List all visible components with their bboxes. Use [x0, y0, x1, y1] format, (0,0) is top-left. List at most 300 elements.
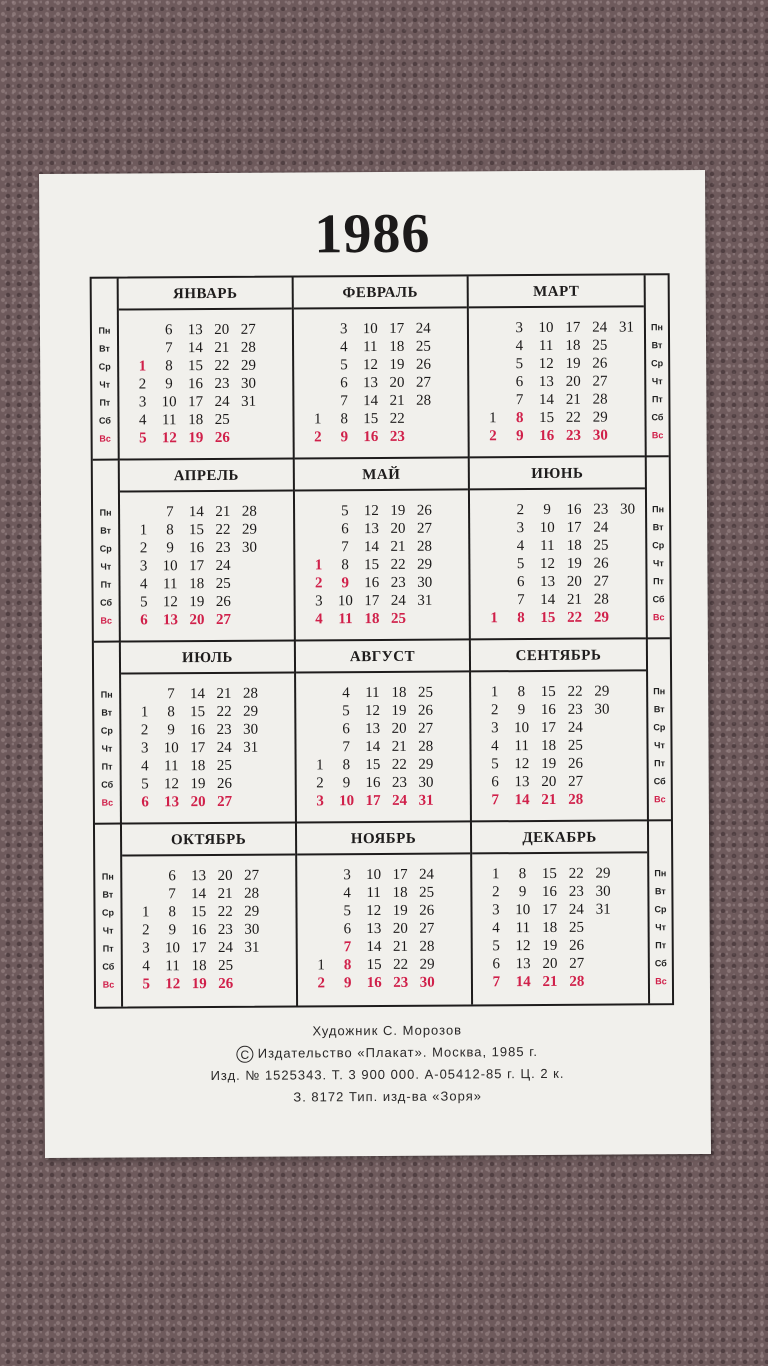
weekday-label: Вс — [102, 979, 115, 990]
day-number — [590, 919, 617, 937]
day-number — [308, 920, 335, 938]
day-number: 30 — [417, 574, 433, 591]
day-number — [129, 339, 156, 357]
day-number — [265, 921, 292, 939]
day-number: 15 — [365, 756, 381, 774]
day-number: 11 — [366, 884, 381, 902]
day-number: 3 — [492, 902, 500, 919]
day-number — [307, 902, 334, 920]
day-number: 20 — [214, 321, 230, 338]
month-name: ИЮЛЬ — [121, 641, 294, 674]
day-number — [615, 700, 642, 718]
day-number: 30 — [620, 501, 636, 518]
day-number — [235, 411, 262, 429]
weekday-label: Чт — [100, 561, 112, 572]
day-number: 14 — [515, 974, 531, 991]
day-number — [306, 684, 333, 702]
day-number — [438, 573, 465, 591]
day-number — [480, 573, 507, 591]
day-number: 21 — [541, 791, 557, 808]
day-number — [263, 539, 290, 557]
day-number: 15 — [541, 865, 557, 882]
weekday-label: Пн — [654, 868, 667, 879]
day-number: 10 — [362, 320, 378, 338]
day-number: 12 — [514, 756, 530, 773]
day-number: 27 — [419, 920, 435, 937]
day-number: 3 — [139, 558, 148, 575]
day-number: 2 — [316, 775, 324, 792]
day-number: 5 — [141, 776, 149, 793]
day-number: 14 — [514, 792, 530, 809]
day-number — [437, 427, 464, 445]
day-number: 30 — [241, 539, 258, 556]
day-number: 15 — [191, 904, 207, 921]
day-number — [304, 338, 331, 356]
weekday-label: Сб — [652, 594, 665, 605]
day-number: 4 — [491, 738, 499, 755]
day-number — [261, 321, 288, 339]
day-number: 4 — [515, 338, 524, 355]
day-number: 30 — [243, 721, 259, 738]
day-number — [590, 973, 617, 991]
day-number — [264, 775, 291, 793]
day-number: 24 — [392, 792, 408, 809]
day-number — [439, 773, 466, 791]
day-number — [440, 919, 467, 937]
weekday-label: Вс — [99, 433, 111, 444]
weekday-label: Вс — [655, 976, 667, 987]
day-number: 23 — [217, 921, 233, 938]
day-number: 7 — [168, 886, 176, 903]
month-name: ДЕКАБРЬ — [472, 821, 647, 854]
day-number: 4 — [343, 885, 351, 902]
day-number: 1 — [317, 957, 325, 974]
day-number — [265, 885, 292, 903]
weekday-label: Чт — [99, 379, 111, 390]
day-number — [437, 409, 464, 427]
day-number: 10 — [539, 519, 555, 536]
day-number: 20 — [392, 920, 408, 937]
month-days — [130, 503, 290, 630]
day-number: 25 — [419, 884, 435, 901]
day-number: 4 — [340, 339, 348, 356]
day-number: 18 — [364, 610, 380, 628]
day-number: 10 — [161, 394, 177, 411]
day-number: 20 — [565, 373, 581, 390]
day-number: 12 — [162, 594, 178, 611]
day-number: 5 — [139, 430, 147, 447]
day-number: 25 — [568, 919, 585, 936]
weekday-label: Вт — [100, 525, 112, 536]
day-number: 28 — [241, 503, 257, 520]
weekday-label: Пт — [654, 758, 666, 769]
weekday-label: Сб — [98, 415, 112, 426]
day-number: 27 — [415, 374, 432, 391]
day-number: 13 — [538, 373, 554, 390]
day-number: 19 — [189, 594, 205, 611]
day-number: 10 — [365, 866, 382, 884]
day-number: 2 — [489, 428, 497, 445]
day-number — [132, 867, 159, 885]
day-number: 1 — [316, 757, 324, 774]
day-number: 20 — [217, 867, 233, 884]
day-number: 30 — [594, 701, 610, 718]
day-number: 4 — [142, 958, 150, 975]
day-number: 26 — [214, 429, 230, 446]
day-number: 17 — [540, 719, 557, 736]
day-number: 1 — [138, 358, 147, 375]
month-days — [306, 683, 466, 810]
day-number: 15 — [366, 956, 382, 974]
weekday-label: Ср — [654, 904, 667, 915]
month-days — [479, 318, 641, 445]
day-number: 25 — [593, 537, 609, 554]
day-number: 6 — [492, 956, 501, 973]
day-number — [265, 903, 292, 921]
day-number: 16 — [364, 574, 380, 592]
day-number: 8 — [341, 557, 349, 574]
day-number: 16 — [188, 540, 205, 557]
day-number: 3 — [142, 940, 150, 957]
day-number — [437, 391, 464, 409]
day-number: 9 — [517, 702, 526, 719]
day-number: 15 — [363, 410, 379, 428]
day-number: 25 — [390, 610, 407, 627]
day-number: 24 — [415, 320, 431, 337]
day-number — [438, 519, 465, 537]
day-number: 4 — [138, 412, 147, 429]
day-number: 26 — [416, 502, 432, 519]
day-number: 26 — [218, 975, 234, 992]
day-number — [440, 955, 467, 973]
weekday-label: Вт — [652, 522, 664, 533]
day-number: 19 — [188, 430, 204, 447]
day-number — [613, 372, 640, 390]
day-number — [308, 938, 335, 956]
day-number: 17 — [365, 792, 381, 810]
day-number: 8 — [168, 904, 177, 921]
day-number: 3 — [315, 593, 323, 610]
day-number: 30 — [418, 774, 434, 791]
day-number — [440, 937, 467, 955]
day-number: 1 — [490, 684, 499, 701]
day-number: 27 — [217, 793, 233, 810]
day-number: 24 — [592, 319, 608, 336]
day-number — [262, 375, 289, 393]
day-number: 14 — [366, 938, 382, 956]
day-number: 23 — [389, 428, 405, 445]
day-number: 27 — [593, 573, 609, 590]
day-number: 5 — [341, 503, 349, 520]
day-number: 13 — [366, 920, 382, 938]
day-number: 17 — [565, 319, 581, 336]
day-number: 8 — [342, 757, 351, 774]
day-number: 30 — [592, 427, 608, 444]
day-number — [481, 591, 508, 609]
day-number — [306, 720, 333, 738]
day-number — [265, 939, 292, 957]
day-number — [262, 411, 289, 429]
day-number: 14 — [363, 538, 380, 556]
day-number: 29 — [417, 556, 433, 573]
day-number: 27 — [416, 520, 432, 537]
day-number — [617, 936, 644, 954]
day-names-right-4 — [647, 821, 672, 1003]
day-number: 2 — [139, 540, 148, 557]
day-number: 19 — [390, 502, 406, 519]
weekday-label: Сб — [654, 958, 667, 969]
day-number: 31 — [418, 792, 434, 809]
day-number — [480, 501, 507, 519]
day-number: 24 — [568, 901, 584, 918]
weekday-label: Вт — [102, 889, 114, 900]
day-number — [480, 519, 507, 537]
day-number: 12 — [163, 776, 180, 793]
day-number — [617, 954, 644, 972]
day-number: 4 — [139, 576, 148, 593]
day-number: 17 — [542, 901, 558, 918]
day-number: 25 — [214, 411, 230, 428]
day-number — [616, 790, 643, 808]
day-number — [304, 320, 331, 338]
day-number: 9 — [165, 376, 173, 393]
weekday-label: Ср — [653, 722, 666, 733]
day-number — [589, 755, 616, 773]
day-number — [439, 719, 466, 737]
day-number: 7 — [340, 393, 348, 410]
day-number — [479, 391, 506, 409]
weekday-label: Пн — [101, 871, 114, 882]
day-number — [264, 685, 291, 703]
day-number — [479, 319, 506, 337]
day-number: 2 — [490, 702, 499, 719]
day-number: 24 — [593, 519, 609, 536]
day-names-right-2 — [645, 457, 670, 639]
day-number: 12 — [165, 976, 181, 993]
day-number: 11 — [540, 537, 555, 554]
day-number — [304, 374, 331, 392]
day-number: 18 — [389, 338, 405, 355]
day-number — [129, 321, 156, 339]
day-number — [131, 685, 158, 703]
day-number — [306, 702, 333, 720]
day-number — [440, 883, 467, 901]
day-number: 29 — [242, 703, 259, 720]
weekday-label: Пн — [650, 322, 663, 333]
day-number: 2 — [516, 502, 525, 519]
weekday-label: Вс — [100, 615, 113, 626]
day-number: 22 — [390, 556, 406, 573]
day-number: 25 — [417, 684, 433, 701]
day-number: 22 — [565, 409, 581, 426]
day-number — [236, 429, 263, 447]
day-number: 23 — [390, 574, 406, 591]
day-number — [437, 337, 464, 355]
day-number: 16 — [539, 427, 555, 444]
day-number: 19 — [389, 356, 405, 373]
month-days — [307, 865, 467, 992]
day-number: 25 — [215, 575, 231, 592]
day-number: 5 — [342, 703, 350, 720]
month-name: АВГУСТ — [296, 640, 469, 673]
day-names-right-3 — [646, 639, 671, 821]
day-number: 12 — [539, 555, 556, 572]
day-number: 19 — [391, 702, 407, 719]
day-number: 13 — [164, 794, 180, 811]
day-number: 22 — [216, 703, 232, 720]
day-number: 9 — [168, 922, 177, 939]
weekday-label: Ср — [99, 543, 112, 554]
day-number: 3 — [138, 394, 147, 411]
day-number: 31 — [417, 592, 433, 609]
day-number: 26 — [569, 937, 585, 954]
day-number: 2 — [140, 722, 149, 739]
copyright-icon: С — [237, 1046, 254, 1063]
day-number: 28 — [592, 391, 608, 408]
day-number: 19 — [566, 555, 582, 572]
day-number — [262, 339, 289, 357]
day-number — [617, 918, 644, 936]
day-number: 16 — [191, 922, 207, 939]
month-block — [121, 641, 297, 824]
day-number: 18 — [191, 958, 207, 975]
day-number — [264, 793, 291, 811]
day-number: 29 — [244, 903, 260, 920]
day-number: 22 — [567, 683, 583, 700]
day-number: 26 — [593, 555, 609, 572]
day-number — [236, 575, 263, 593]
month-name: АПРЕЛЬ — [120, 459, 293, 492]
day-number — [263, 557, 290, 575]
day-number — [238, 793, 265, 811]
day-number — [438, 501, 465, 519]
day-number: 16 — [540, 701, 556, 718]
day-number: 18 — [189, 576, 205, 593]
day-number: 19 — [392, 902, 408, 919]
day-number: 22 — [217, 903, 233, 920]
day-number — [237, 611, 264, 629]
day-number: 3 — [343, 867, 351, 884]
day-number: 22 — [568, 865, 584, 882]
day-number: 23 — [214, 375, 230, 392]
day-number: 15 — [188, 522, 204, 539]
day-number: 7 — [491, 792, 500, 809]
day-number: 24 — [390, 592, 406, 609]
day-number — [616, 772, 643, 790]
day-number: 15 — [539, 409, 555, 426]
month-days — [132, 867, 292, 994]
day-number: 17 — [191, 940, 207, 957]
month-block — [469, 275, 645, 458]
weekday-label: Пн — [100, 689, 113, 700]
day-number: 5 — [515, 356, 524, 373]
day-number: 1 — [490, 610, 498, 627]
day-number: 17 — [190, 740, 206, 757]
day-names-left-4 — [95, 825, 123, 1007]
weekday-label: Вт — [653, 704, 665, 715]
day-number: 23 — [391, 774, 408, 791]
day-number: 14 — [191, 886, 207, 903]
day-number — [615, 608, 642, 626]
day-number: 29 — [593, 609, 610, 626]
month-days — [481, 682, 643, 809]
day-number: 7 — [492, 974, 501, 991]
day-number: 2 — [142, 922, 150, 939]
day-number: 12 — [161, 430, 177, 447]
day-number: 19 — [565, 355, 581, 372]
day-number: 20 — [189, 612, 205, 629]
day-number: 12 — [363, 502, 379, 520]
day-number: 12 — [362, 356, 378, 374]
day-number: 22 — [393, 956, 409, 973]
day-number: 23 — [215, 539, 231, 556]
day-number: 20 — [566, 573, 582, 590]
day-number — [440, 973, 467, 991]
day-number — [307, 866, 334, 884]
day-number: 31 — [595, 901, 611, 918]
day-number: 10 — [339, 793, 355, 810]
month-block — [470, 457, 646, 640]
day-number: 8 — [515, 410, 524, 427]
day-number: 1 — [314, 557, 323, 574]
day-number — [264, 739, 291, 757]
day-number: 21 — [542, 973, 558, 990]
day-number: 7 — [515, 392, 524, 409]
day-number: 9 — [518, 884, 527, 901]
day-number: 14 — [189, 686, 205, 703]
day-number: 12 — [364, 702, 381, 720]
weekday-label: Вт — [654, 886, 666, 897]
month-days — [129, 321, 289, 448]
weekday-label: Ср — [98, 361, 111, 372]
day-number: 20 — [391, 720, 407, 737]
day-number — [480, 555, 507, 573]
weekday-label: Сб — [100, 597, 113, 608]
day-number: 11 — [338, 611, 353, 628]
day-number: 3 — [515, 320, 523, 337]
day-number: 3 — [316, 793, 324, 810]
day-number — [263, 521, 290, 539]
day-number: 25 — [592, 337, 608, 354]
day-number: 26 — [592, 355, 608, 372]
day-number — [589, 773, 616, 791]
day-number: 9 — [543, 501, 551, 518]
day-number — [438, 555, 465, 573]
weekday-label: Чт — [652, 558, 664, 569]
day-number: 29 — [594, 683, 610, 700]
day-number: 11 — [164, 758, 179, 775]
day-number: 5 — [491, 756, 499, 773]
day-number — [479, 355, 506, 373]
month-block — [472, 821, 648, 1004]
day-number — [439, 737, 466, 755]
day-number — [616, 882, 643, 900]
day-number — [615, 682, 642, 700]
day-number: 14 — [365, 738, 381, 756]
day-number: 10 — [163, 740, 179, 757]
month-days — [131, 685, 291, 812]
day-number — [436, 319, 463, 337]
day-number: 31 — [243, 739, 259, 756]
month-block — [294, 276, 470, 459]
day-number: 25 — [216, 757, 232, 774]
day-number: 14 — [363, 392, 379, 410]
day-number: 27 — [568, 773, 584, 790]
month-days — [305, 501, 465, 628]
day-number: 13 — [187, 322, 203, 339]
weekday-label: Пт — [653, 576, 664, 587]
day-number: 4 — [141, 758, 149, 775]
